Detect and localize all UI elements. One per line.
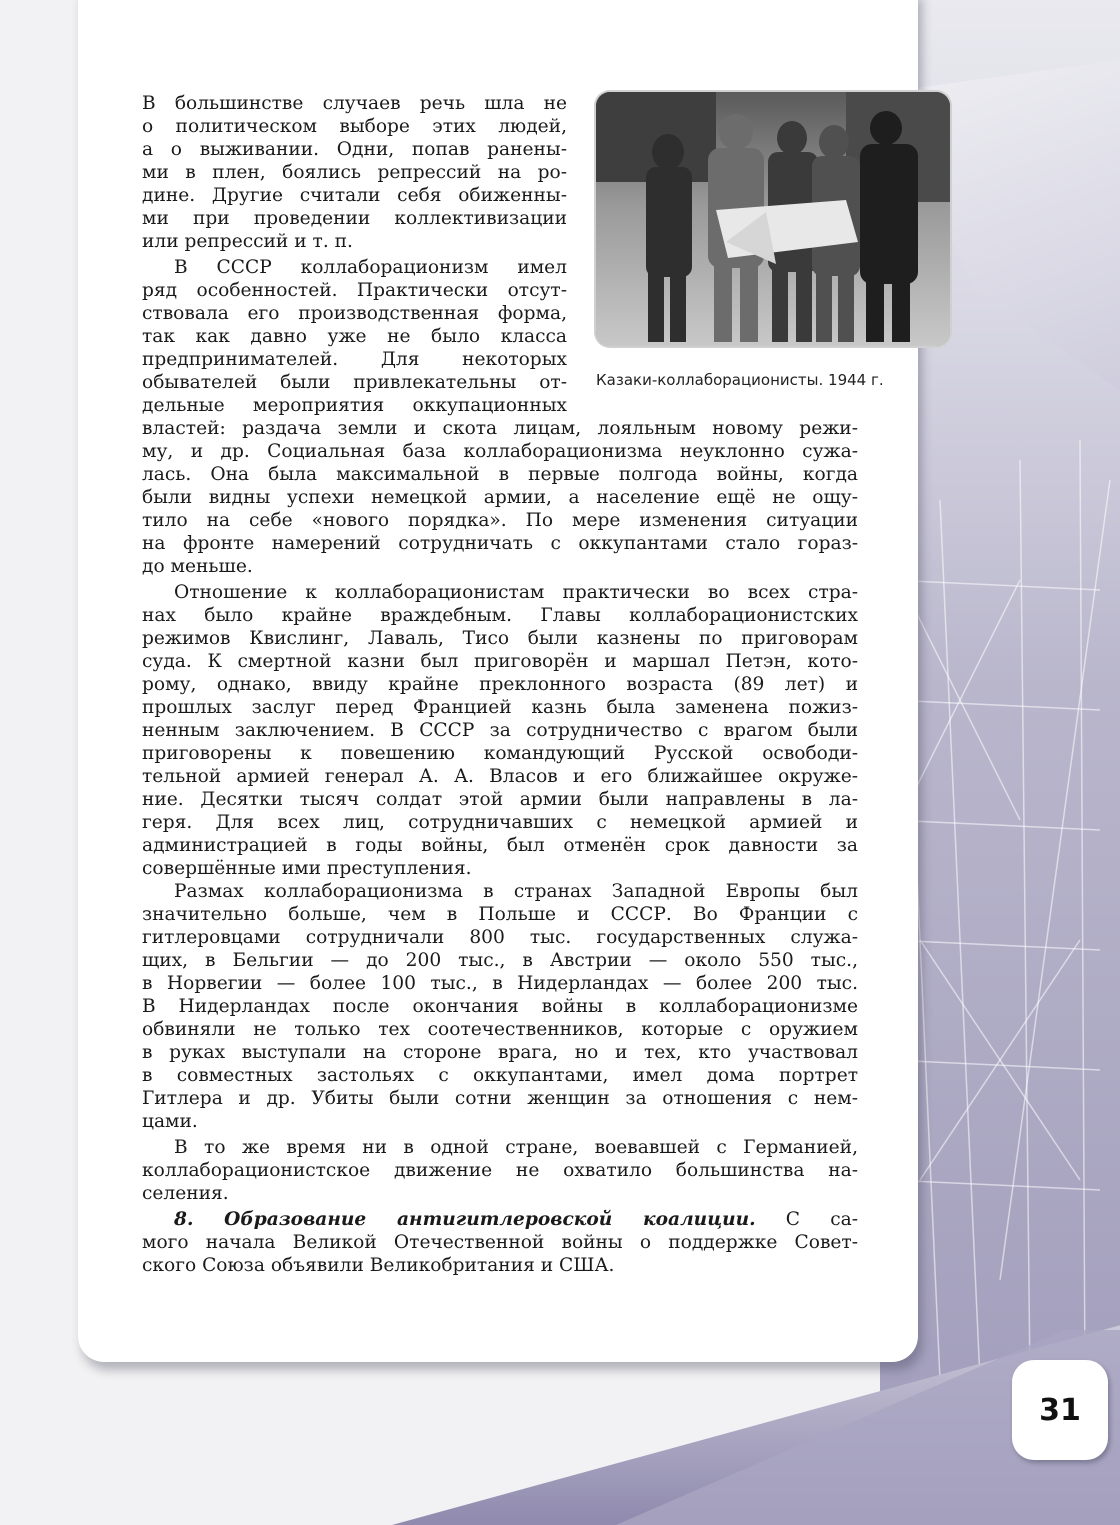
text-line: приговорены к повешению командующий Русской освободи- — [142, 743, 858, 764]
text-line: рому, однако, ввиду крайне преклонного возраста (89 лет) и — [142, 674, 858, 695]
text-line: В СССР коллаборационизм имел — [174, 257, 567, 278]
text-line: дине. Другие считали себя обиженны- — [142, 185, 567, 206]
text-line: Гитлера и др. Убиты были сотни женщин за отношения с нем- — [142, 1088, 858, 1109]
text-line: ряд особенностей. Практически отсут- — [142, 280, 567, 301]
text-line: предпринимателей. Для некоторых — [142, 349, 567, 370]
text-line: мого начала Великой Отечественной войны о поддержке Совет- — [142, 1232, 858, 1253]
text-line: прошлых заслуг перед Францией казнь была заменена пожиз- — [142, 697, 858, 718]
text-line: тило на себе «нового порядка». По мере изменения ситуации — [142, 510, 858, 531]
text-line: были видны успехи немецкой армии, а население ещё не ощу- — [142, 487, 858, 508]
text-line: совершённые ими преступления. — [142, 858, 472, 879]
text-line: ние. Десятки тысяч солдат этой армии были направлены в ла- — [142, 789, 858, 810]
section-heading-line — [142, 1208, 858, 1231]
text-line: селения. — [142, 1183, 229, 1204]
text-line: ненным заключением. В СССР за сотрудничество с врагом были — [142, 720, 858, 741]
text-line: дельные мероприятия оккупационных — [142, 395, 567, 416]
text-run: С са- — [755, 1209, 858, 1230]
text-line: лась. Она была максимальной в первые полгода войны, когда — [142, 464, 858, 485]
text-line: коллаборационистское движение не охватило большинства на- — [142, 1160, 858, 1181]
text-line: или репрессий и т. п. — [142, 231, 353, 252]
text-line: му, и др. Социальная база коллаборационизма неуклонно сужа- — [142, 441, 858, 462]
text-line: до меньше. — [142, 556, 253, 577]
text-line: нах было крайне враждебным. Главы коллаборационистских — [142, 605, 858, 626]
text-line: цами. — [142, 1111, 198, 1132]
text-line: щих, в Бельгии — до 200 тыс., в Австрии — около 550 тыс., — [142, 950, 858, 971]
text-line: в Норвегии — более 100 тыс., в Нидерландах — более 200 тыс. — [142, 973, 858, 994]
text-line: гитлеровцами сотрудничали 800 тыс. государственных служа- — [142, 927, 858, 948]
section-heading: 8. Образование антигитлеровской коалиции. — [174, 1209, 756, 1230]
text-line: администрацией в годы войны, был отменён срок давности за — [142, 835, 858, 856]
text-line: тельной армией генерал А. А. Власов и его ближайшее окруже- — [142, 766, 858, 787]
text-line: ствовала его производственная форма, — [142, 303, 567, 324]
text-line: Размах коллаборационизма в странах Западной Европы был — [174, 881, 858, 902]
page-number: 31 — [1039, 1392, 1081, 1428]
text-line: значительно больше, чем в Польше и СССР. Во Франции с — [142, 904, 858, 925]
text-line: В то же время ни в одной стране, воевавшей с Германией, — [174, 1137, 858, 1158]
text-line: на фронте намерений сотрудничать с оккупантами стало гораз- — [142, 533, 858, 554]
text-line: режимов Квислинг, Лаваль, Тисо были казнены по приговорам — [142, 628, 858, 649]
photo-caption: Казаки-коллаборационисты. 1944 г. — [596, 371, 884, 389]
text-line: В Нидерландах после окончания войны в коллаборационизме — [142, 996, 858, 1017]
text-line: ми в плен, боялись репрессий на ро- — [142, 162, 567, 183]
historical-photo — [596, 92, 950, 346]
text-line: ского Союза объявили Великобритания и США. — [142, 1255, 615, 1276]
text-line: так как давно уже не было класса — [142, 326, 567, 347]
text-line: властей: раздача земли и скота лицам, лояльным новому режи- — [142, 418, 858, 439]
photo-image — [596, 92, 950, 346]
page-number-tab — [1012, 1360, 1108, 1460]
text-line: а о выживании. Одни, попав ранены- — [142, 139, 567, 160]
text-line: геря. Для всех лиц, сотрудничавших с немецкой армией и — [142, 812, 858, 833]
text-line: Отношение к коллаборационистам практически во всех стра- — [174, 582, 858, 603]
text-line: ми при проведении коллективизации — [142, 208, 567, 229]
text-line: о политическом выборе этих людей, — [142, 116, 567, 137]
text-line: в совместных застольях с оккупантами, имел дома портрет — [142, 1065, 858, 1086]
text-line: суда. К смертной казни был приговорён и маршал Петэн, кото- — [142, 651, 858, 672]
text-line: обывателей были привлекательны от- — [142, 372, 567, 393]
text-line: в руках выступали на стороне врага, но и тех, кто участвовал — [142, 1042, 858, 1063]
text-line: В большинстве случаев речь шла не — [142, 93, 567, 114]
text-line: обвиняли не только тех соотечественников, которые с оружием — [142, 1019, 858, 1040]
